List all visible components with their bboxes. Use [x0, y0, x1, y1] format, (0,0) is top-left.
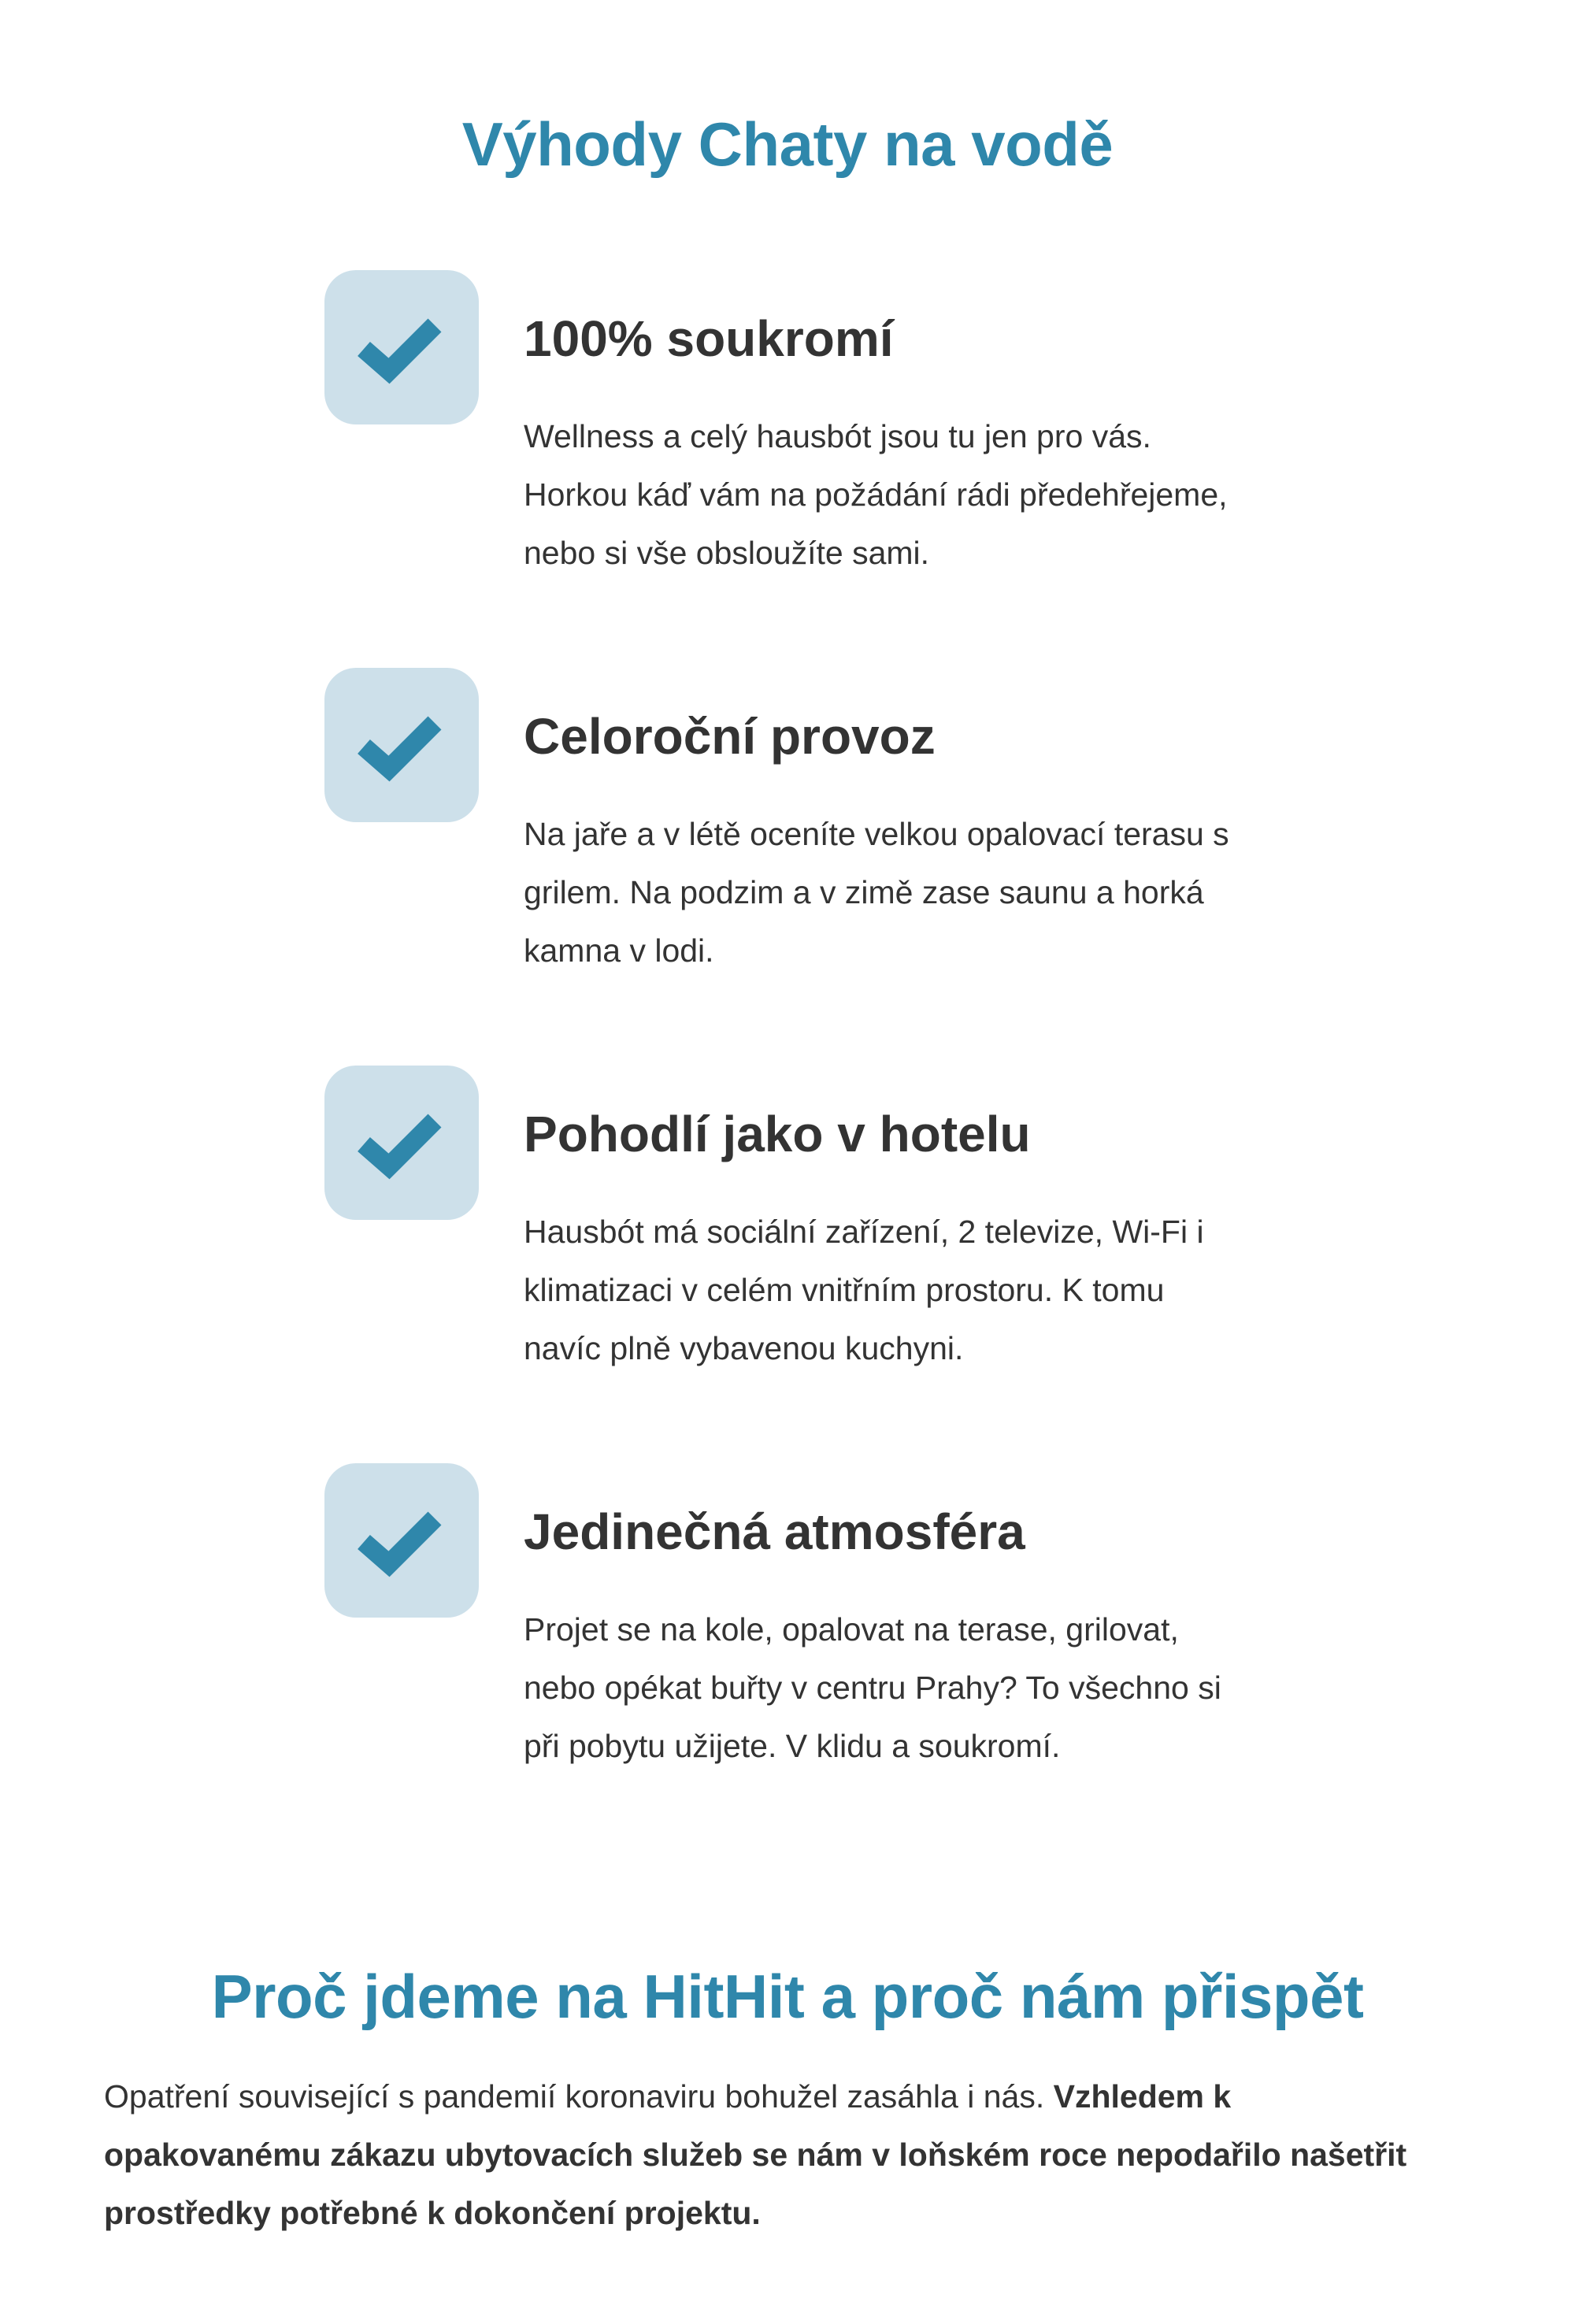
feature-description: Wellness a celý hausbót jsou tu jen pro vás. Horkou káď vám na požádání rádi předehřejeme, nebo si vše obsloužíte sami.: [524, 418, 1228, 571]
why-text-bold: opakovanému zákazu ubytovacích služeb se nám v loňském roce nepodařilo našetřit: [104, 2137, 1407, 2173]
feature-title: Pohodlí jako v hotelu: [524, 1106, 1031, 1162]
feature-description: Projet se na kole, opalovat na terase, grilovat, nebo opékat buřty v centru Prahy? To všechno si při pobytu užijete. V klidu a soukromí.: [524, 1611, 1221, 1764]
feature-item-atmosphere: [324, 1463, 1301, 1794]
why-paragraph: [104, 2067, 1490, 2242]
why-heading: Proč jdeme na HitHit a proč nám přispět: [211, 1962, 1364, 2031]
feature-title: Celoroční provoz: [524, 708, 936, 765]
feature-title: 100% soukromí: [524, 310, 894, 367]
checkmark-icon: [324, 1463, 479, 1618]
checkmark-icon: [324, 668, 479, 822]
feature-item-privacy: [324, 270, 1301, 601]
feature-item-comfort: [324, 1066, 1301, 1396]
feature-description: Hausbót má sociální zařízení, 2 televize, Wi-Fi i klimatizaci v celém vnitřním prostoru. K tomu navíc plně vybavenou kuchyni.: [524, 1214, 1204, 1366]
checkmark-icon: [324, 1066, 479, 1220]
checkmark-icon: [324, 270, 479, 424]
feature-item-year-round: [324, 668, 1301, 999]
feature-title: Jedinečná atmosféra: [524, 1503, 1025, 1560]
why-text-bold: prostředky potřebné k dokončení projektu.: [104, 2195, 761, 2231]
why-text-bold: Vzhledem k: [1053, 2078, 1232, 2115]
benefits-heading: Výhody Chaty na vodě: [461, 109, 1114, 179]
feature-description: Na jaře a v létě oceníte velkou opalovací terasu s grilem. Na podzim a v zimě zase saunu a horká kamna v lodi.: [524, 816, 1229, 969]
why-text-normal: Opatření související s pandemií koronaviru bohužel zasáhla i nás.: [104, 2078, 1054, 2115]
